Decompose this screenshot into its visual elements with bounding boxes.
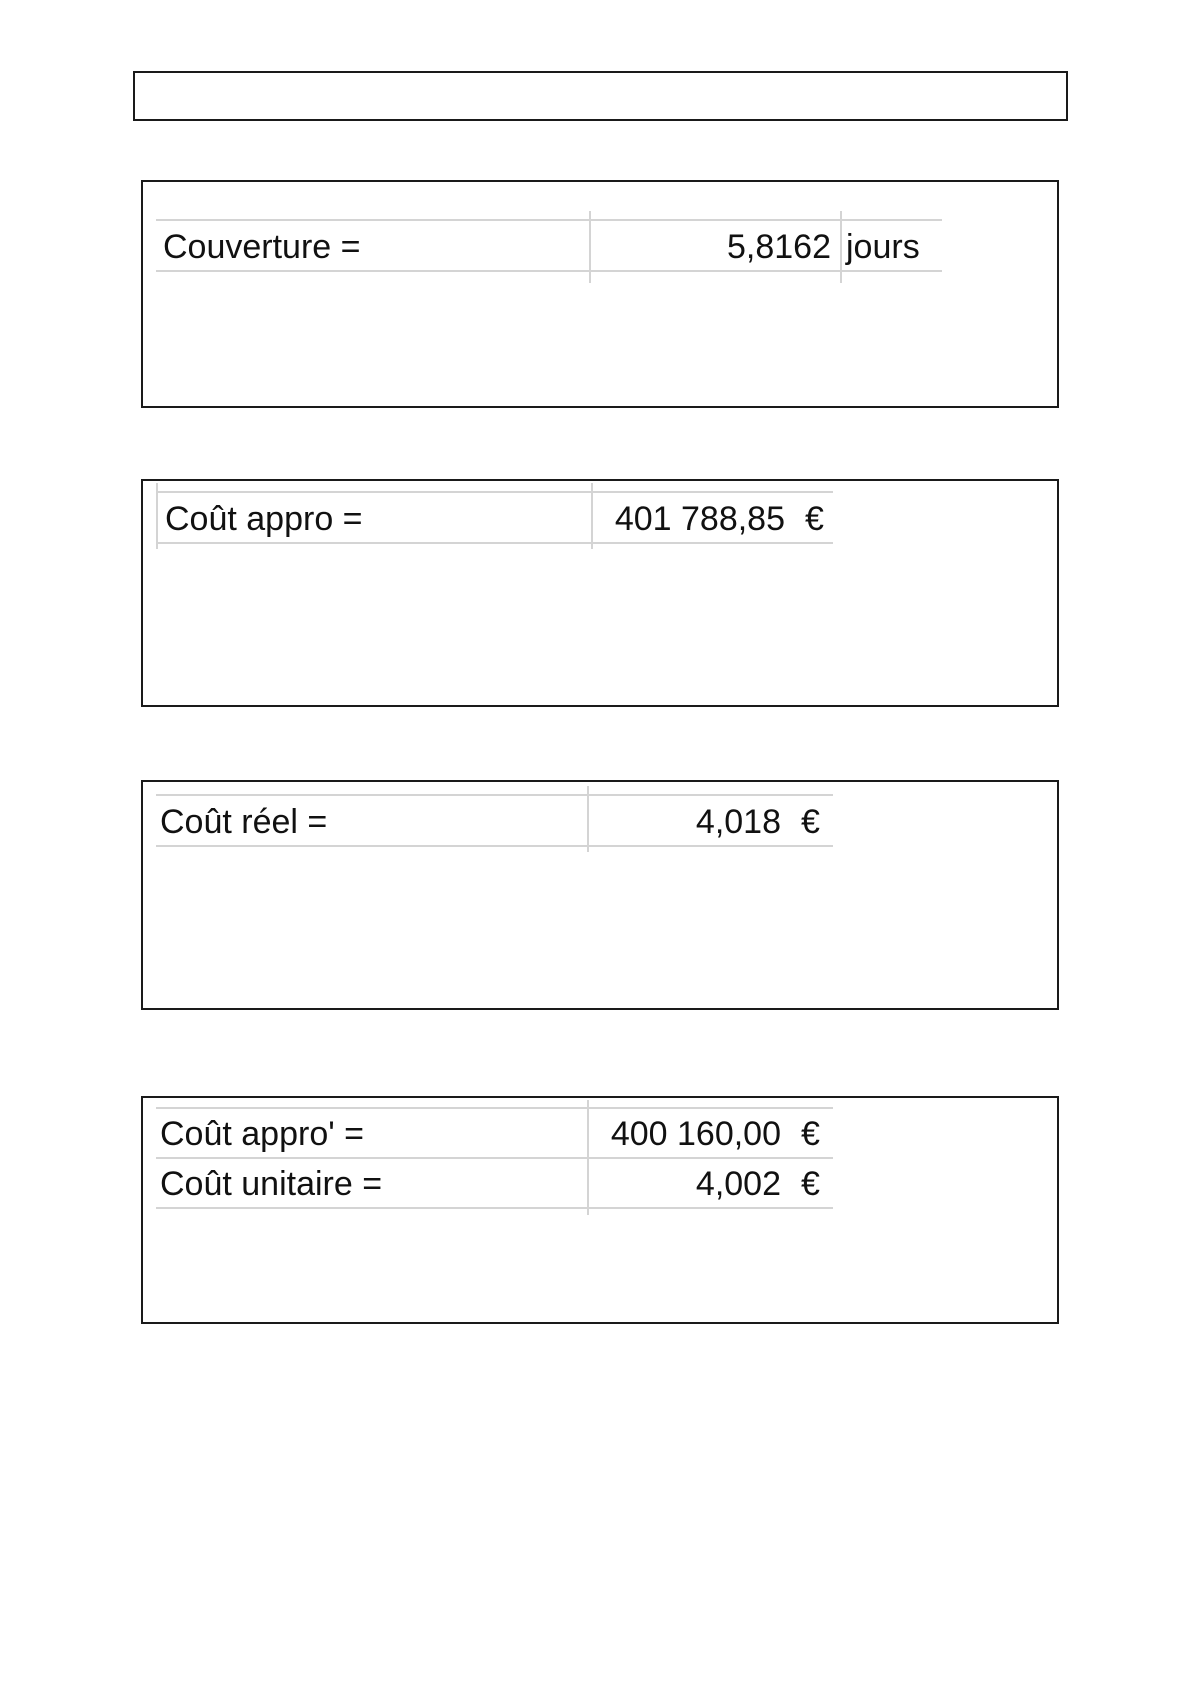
grid-line — [156, 794, 833, 796]
cout-reel-value: 4,018 — [695, 803, 781, 841]
cout-appro-value: 401 788,85 — [614, 500, 785, 538]
grid-line — [156, 483, 158, 549]
grid-line — [156, 1157, 833, 1159]
cout-appro-prime-currency: € — [801, 1115, 820, 1153]
empty-header-box — [133, 71, 1068, 121]
grid-line — [587, 1100, 589, 1215]
grid-line — [589, 211, 591, 283]
couverture-value: 5,8162 — [727, 228, 831, 266]
couverture-label: Couverture = — [163, 228, 361, 266]
cout-appro-prime-value: 400 160,00 — [610, 1115, 781, 1153]
grid-line — [840, 211, 842, 283]
grid-line — [156, 1107, 833, 1109]
grid-line — [156, 1207, 833, 1209]
grid-line — [156, 845, 833, 847]
cout-unitaire-label: Coût unitaire = — [160, 1165, 383, 1203]
grid-line — [156, 491, 833, 493]
cout-unitaire-value: 4,002 — [695, 1165, 781, 1203]
couverture-unit: jours — [846, 228, 920, 266]
grid-line — [156, 270, 942, 272]
couverture-box — [141, 180, 1059, 408]
grid-line — [156, 219, 942, 221]
cout-appro-prime-label: Coût appro' = — [160, 1115, 365, 1153]
cout-reel-currency: € — [801, 803, 820, 841]
grid-line — [591, 483, 593, 549]
cout-appro-currency: € — [805, 500, 824, 538]
grid-line — [156, 542, 833, 544]
cout-appro-label: Coût appro = — [165, 500, 363, 538]
grid-line — [587, 786, 589, 852]
cout-reel-label: Coût réel = — [160, 803, 328, 841]
cout-unitaire-currency: € — [801, 1165, 820, 1203]
